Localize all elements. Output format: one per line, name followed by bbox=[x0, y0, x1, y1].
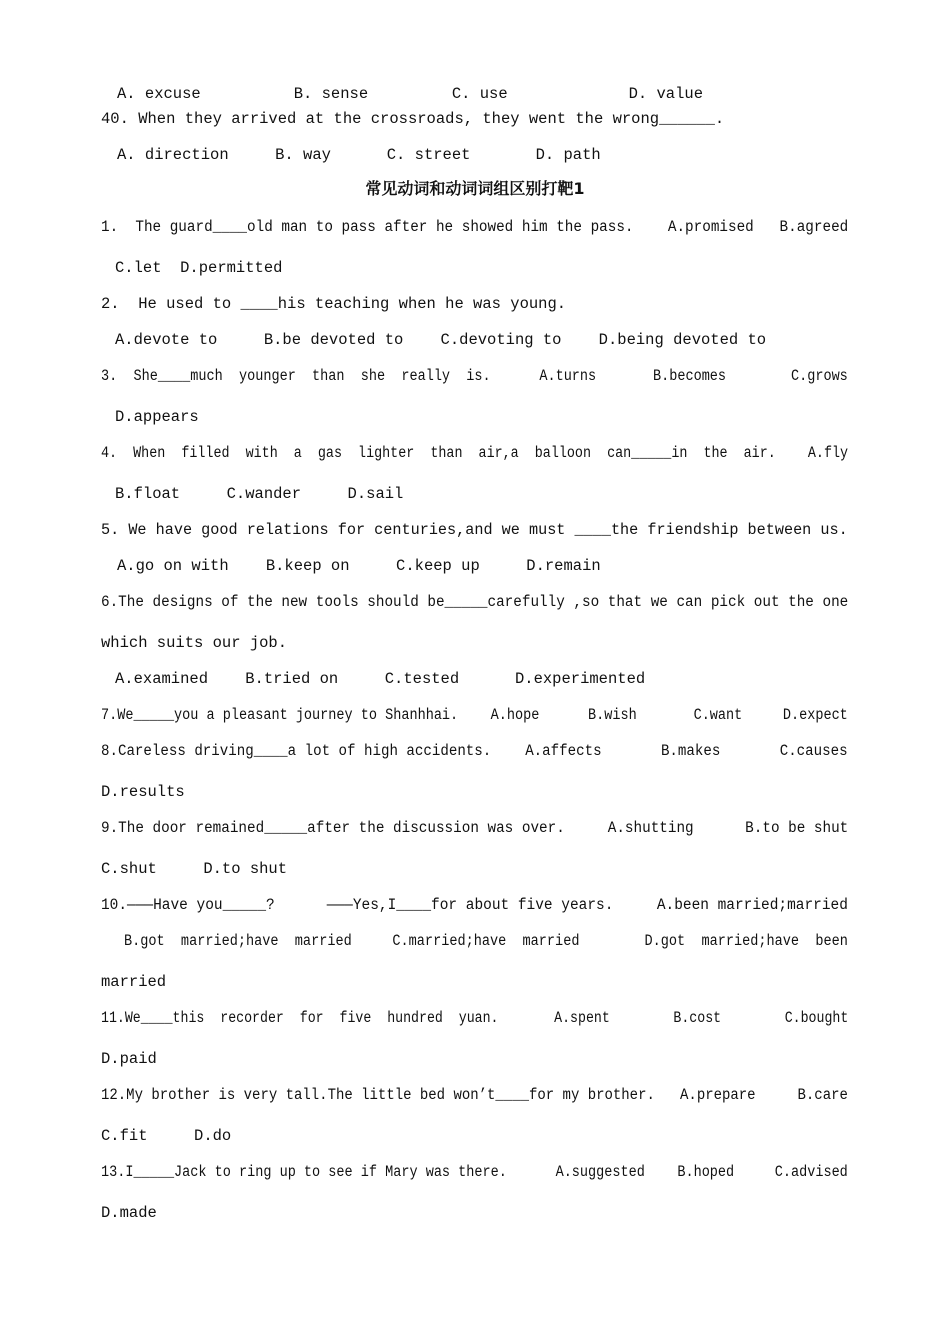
question-40: 40. When they arrived at the crossroads, they went the wrong______. bbox=[101, 110, 725, 128]
options-11: D.paid bbox=[101, 1050, 157, 1068]
options-40: A. direction B. way C. street D. path bbox=[117, 146, 601, 164]
options-12: C.fit D.do bbox=[101, 1127, 232, 1145]
options-10-cont: married bbox=[101, 973, 167, 991]
question-3: 3. She____much younger than she really is. A.turns B.becomes C.grows bbox=[101, 367, 848, 385]
question-6-cont: which suits our job. bbox=[101, 634, 288, 652]
question-7: 7.We_____you a pleasant journey to Shanhhai. A.hope B.wish C.want D.expect bbox=[101, 706, 848, 724]
question-11: 11.We____this recorder for five hundred yuan. A.spent B.cost C.bought bbox=[101, 1009, 849, 1027]
options-1: C.let D.permitted bbox=[115, 259, 283, 277]
options-4: B.float C.wander D.sail bbox=[115, 485, 404, 503]
question-6: 6.The designs of the new tools should be_____carefully ,so that we can pick out the one bbox=[101, 593, 849, 611]
question-4: 4. When filled with a gas lighter than air,a balloon can_____in the air. A.fly bbox=[101, 444, 849, 462]
options-13: D.made bbox=[101, 1204, 157, 1222]
question-2: 2. He used to ____his teaching when he was young. bbox=[101, 295, 567, 313]
question-9: 9.The door remained_____after the discussion was over. A.shutting B.to be shut bbox=[101, 819, 849, 837]
options-9: C.shut D.to shut bbox=[101, 860, 288, 878]
question-10: 10.———Have you_____? ———Yes,I____for about five years. A.been married;married bbox=[101, 896, 848, 914]
question-5: 5. We have good relations for centuries,and we must ____the friendship between us. bbox=[101, 521, 848, 539]
options-6: A.examined B.tried on C.tested D.experimented bbox=[115, 670, 646, 688]
options-3: D.appears bbox=[115, 408, 199, 426]
prev-options-39: A. excuse B. sense C. use D. value bbox=[117, 85, 703, 103]
question-1: 1. The guard____old man to pass after he showed him the pass. A.promised B.agreed bbox=[101, 218, 849, 236]
section-title: 常见动词和动词词组区别打靶1 bbox=[365, 179, 585, 198]
options-5: A.go on with B.keep on C.keep up D.remain bbox=[117, 557, 601, 575]
question-12: 12.My brother is very tall.The little bed won’t____for my brother. A.prepare B.care bbox=[101, 1086, 848, 1104]
question-13: 13.I_____Jack to ring up to see if Mary was there. A.suggested B.hoped C.advised bbox=[101, 1163, 848, 1181]
options-8: D.results bbox=[101, 783, 185, 801]
question-8: 8.Careless driving____a lot of high accidents. A.affects B.makes C.causes bbox=[101, 742, 848, 760]
options-10: B.got married;have married C.married;have married D.got married;have been bbox=[124, 932, 848, 950]
options-2: A.devote to B.be devoted to C.devoting to D.being devoted to bbox=[115, 331, 767, 349]
